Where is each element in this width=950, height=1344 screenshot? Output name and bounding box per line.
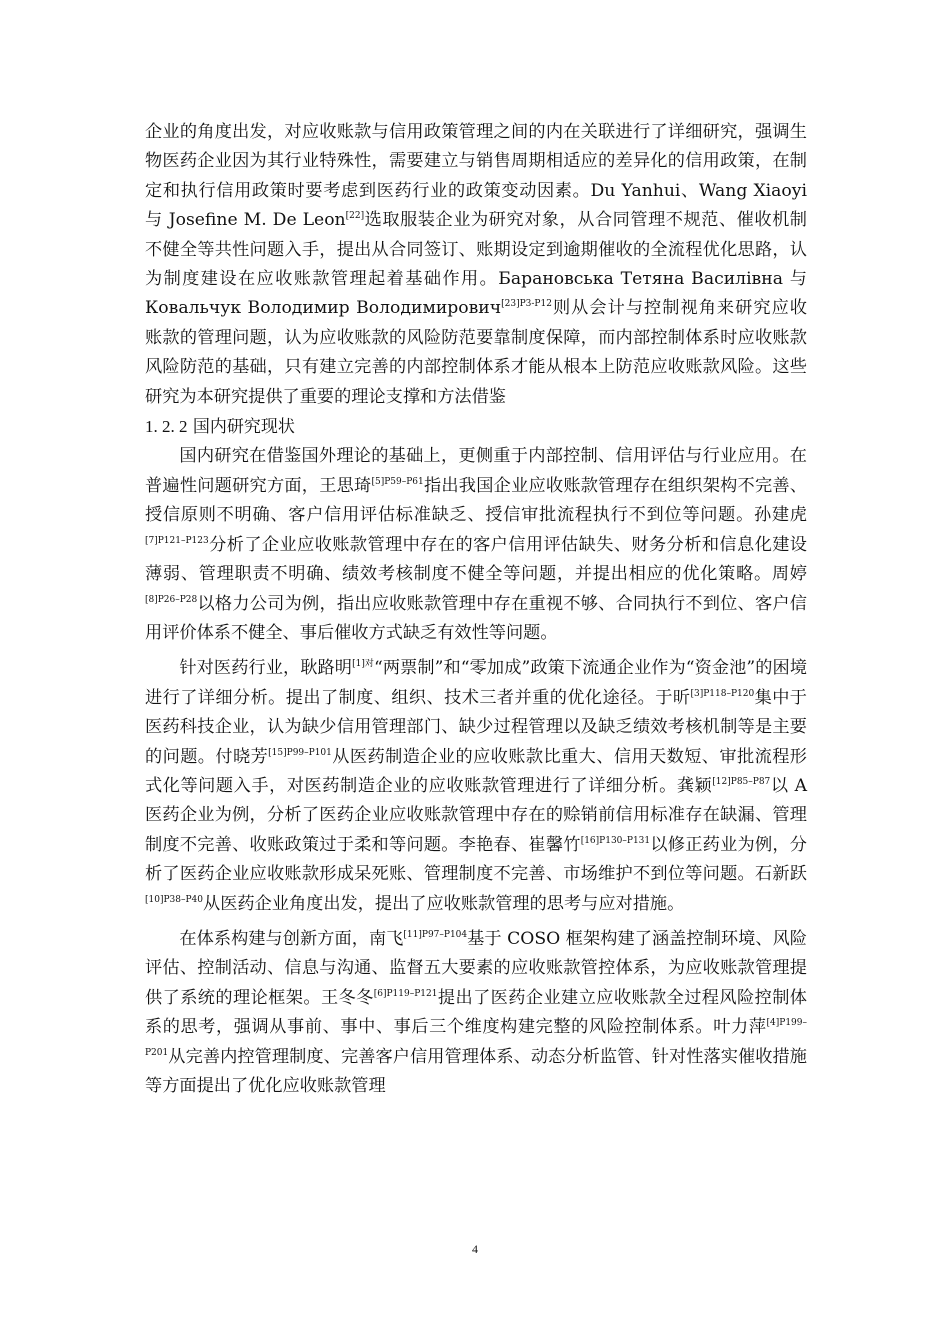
citation-ref: [22] bbox=[345, 211, 365, 222]
citation-ref: [10]P38–P40 bbox=[145, 894, 203, 905]
text-run: 从医药企业角度出发，提出了应收账款管理的思考与应对措施。 bbox=[203, 893, 685, 914]
text-run: 国内研究在借鉴国外理论的基础上，更侧重于内部控制、信用评估与行业应用。在普遍性问题研究方面，王思琦 bbox=[145, 446, 807, 496]
paragraph-pharma-industry bbox=[145, 654, 807, 919]
text-run: 选取服装企业为研究对象，从合同管理不规范、催收机制不健全等共性问题入手，提出从合同签订、账期设定到逾期催收的全流程优化思路，认为制度建设在应收账款管理起着基础作用。Барановська Тетяна Василівна 与 Ковальчук Володимир Володимирович bbox=[145, 210, 807, 319]
text-run: 从医药制造企业的应收账款比重大、信用天数短、审批流程形式化等问题入手，对医药制造企业的应收账款管理进行了详细分析。龚颖 bbox=[145, 746, 807, 796]
text-run: 以格力公司为例，指出应收账款管理中存在重视不够、合同执行不到位、客户信用评价体系不健全、事后催收方式缺乏有效性等问题。 bbox=[145, 593, 807, 643]
text-run: 以 A 医药企业为例，分析了医药企业应收账款管理中存在的赊销前信用标准存在缺漏、管理制度不完善、收账政策过于柔和等问题。李艳春、崔馨竹 bbox=[145, 775, 807, 855]
paragraph-domestic-general bbox=[145, 442, 807, 648]
text-run: 从完善内控管理制度、完善客户信用管理体系、动态分析监管、针对性落实催收措施等方面提出了优化应收账款管理 bbox=[145, 1046, 807, 1096]
text-run: 针对医药行业，耿路明 bbox=[179, 658, 353, 679]
citation-ref: [16]P130–P131 bbox=[580, 835, 651, 846]
citation-ref: [12]P85–P87 bbox=[712, 776, 771, 787]
page-number: 4 bbox=[472, 1242, 478, 1256]
text-run: 集中于医药科技企业，认为缺少信用管理部门、缺少过程管理以及缺乏绩效考核机制等是主要的问题。付晓芳 bbox=[145, 687, 807, 767]
citation-ref: [15]P99–P101 bbox=[268, 747, 332, 758]
text-run: 提出了医药企业建立应收账款全过程风险控制体系的思考，强调从事前、事中、事后三个维度构建完整的风险控制体系。叶力萍 bbox=[145, 987, 807, 1038]
citation-ref: [4]P199–P201 bbox=[145, 1018, 807, 1058]
text-run: 在体系构建与创新方面，南飞 bbox=[179, 928, 404, 949]
citation-ref: [7]P121–P123 bbox=[145, 535, 209, 546]
citation-ref: [23]P3-P12 bbox=[501, 299, 552, 310]
citation-ref: [1]对 bbox=[352, 659, 374, 670]
body-text bbox=[145, 118, 807, 1101]
section-number: 1. 2. 2 bbox=[145, 417, 188, 437]
citation-ref: [8]P26–P28 bbox=[145, 594, 198, 605]
paragraph-system-construction bbox=[145, 925, 807, 1101]
section-title: 国内研究现状 bbox=[192, 417, 295, 438]
text-run: 分析了企业应收账款管理中存在的客户信用评估缺失、财务分析和信息化建设薄弱、管理职责不明确、绩效考核制度不健全等问题，并提出相应的优化策略。周婷 bbox=[145, 534, 807, 585]
citation-ref: [5]P59–P61 bbox=[371, 476, 424, 487]
text-run: “两票制”和“零加成”政策下流通企业作为“资金池”的困境进行了详细分析。提出了制度、组织、技术三者并重的优化途径。于昕 bbox=[145, 658, 808, 708]
text-run: 则从会计与控制视角来研究应收账款的管理问题，认为应收账款的风险防范要靠制度保障，而内部控制体系时应收账款风险防范的基础，只有建立完善的内部控制体系才能从根本上防范应收账款风险。这些研究为本研究提供了重要的理论支撑和方法借鉴 bbox=[145, 298, 807, 407]
citation-ref: [6]P119–P121 bbox=[373, 988, 438, 999]
paragraph-foreign-research bbox=[145, 118, 807, 412]
text-run: 企业的角度出发，对应收账款与信用政策管理之间的内在关联进行了详细研究，强调生物医药企业因为其行业特殊性，需要建立与销售周期相适应的差异化的信用政策，在制定和执行信用政策时要考虑到医药行业的政策变动因素。Du Yanhui、Wang Xiaoyi 与 Josefine M. De Leon bbox=[145, 122, 807, 231]
text-run: 基于 COSO 框架构建了涵盖控制环境、风险评估、控制活动、信息与沟通、监督五大要素的应收账款管控体系，为应收账款管理提供了系统的理论框架。王冬冬 bbox=[145, 928, 807, 1008]
citation-ref: [3]P118–P120 bbox=[690, 688, 755, 699]
section-heading bbox=[145, 412, 807, 442]
citation-ref: [11]P97–P104 bbox=[403, 929, 468, 940]
text-run: 以修正药业为例，分析了医药企业应收账款形成呆死账、管理制度不完善、市场维护不到位等问题。石新跃 bbox=[145, 834, 807, 885]
text-run: 指出我国企业应收账款管理存在组织架构不完善、授信原则不明确、客户信用评估标准缺乏、授信审批流程执行不到位等问题。孙建虎 bbox=[145, 475, 807, 526]
